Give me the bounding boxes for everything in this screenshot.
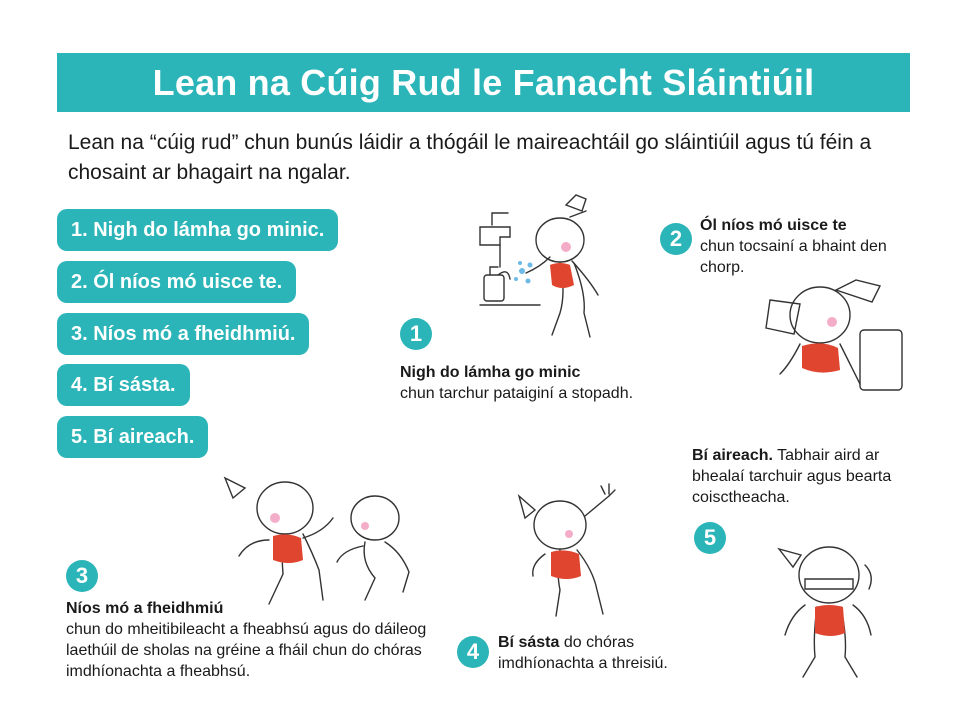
caption-3 [66,598,436,682]
caption-4-text: do chóras imdhíonachta a threisiú. [498,634,668,672]
list-item-3: 3. Níos mó a fheidhmiú. [57,313,309,355]
badge-5: 5 [694,522,726,554]
list-item-1: 1. Nigh do lámha go minic. [57,209,338,251]
caption-3-bold: Níos mó a fheidhmiú [66,600,224,617]
caption-5-text: Tabhair aird ar bhealaí tarchuir agus bearta coisctheacha. [692,447,892,506]
badge-2: 2 [660,223,692,255]
intro-text: Lean na “cúig rud” chun bunús láidir a thógáil le maireachtáil go sláintiúil agus tú féin a chosaint ar bhagairt na ngalar. [68,131,872,184]
list-item-2: 2. Ól níos mó uisce te. [57,261,296,303]
caption-1 [400,362,700,404]
handwashing-illustration [470,185,620,345]
caption-4-bold: Bí sásta [498,634,560,651]
drinking-illustration [740,270,920,400]
caption-2-bold: Ól níos mó uisce te [700,217,847,234]
careful-illustration [765,525,895,685]
exercise-illustration [215,458,425,608]
list-item-4: 4. Bí sásta. [57,364,190,406]
caption-5-bold: Bí aireach. [692,447,773,464]
caption-3-text: chun do mheitibileacht a fheabhsú agus do dáileog laethúil de sholas na gréine a fháil chun do chóras imdhíonachta a fheabhsú. [66,621,427,680]
badge-3: 3 [66,560,98,592]
caption-1-text: chun tarchur pataiginí a stopadh. [400,385,634,402]
happy-illustration [505,480,635,620]
badge-4: 4 [457,636,489,668]
page-title: Lean na Cúig Rud le Fanacht Sláintiúil [57,53,910,112]
badge-1: 1 [400,318,432,350]
caption-1-bold: Nigh do lámha go minic [400,364,581,381]
caption-5 [692,445,932,508]
caption-2-text: chun tocsainí a bhaint den chorp. [700,238,887,276]
caption-4 [498,632,718,674]
list-item-5: 5. Bí aireach. [57,416,208,458]
caption-2 [700,215,900,278]
